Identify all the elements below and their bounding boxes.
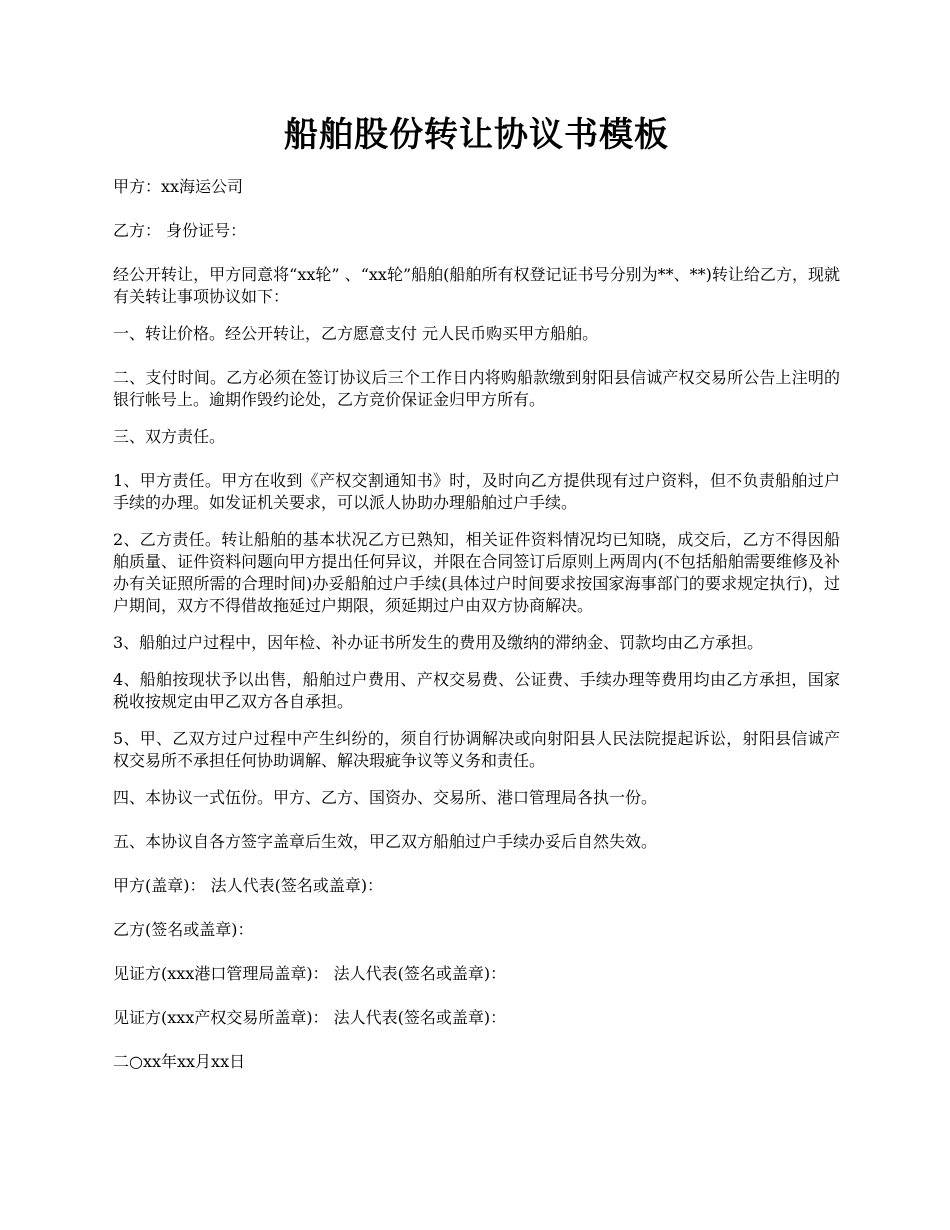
- document-title: 船舶股份转让协议书模板: [284, 115, 669, 155]
- party-b-line: 乙方： 身份证号：: [113, 221, 247, 240]
- clause-party-b-responsibility: 2、乙方责任。转让船舶的基本状况乙方已熟知，相关证件资料情况均已知晓，成交后，乙方不得因船舶质量、证件资料问题向甲方提出任何异议，并限在合同签订后原则上两周内(不包括船舶需要维修及补办有关证照所需的合理时间)办妥船舶过户手续(具体过户时间要求按国家海事部门的要求规定执行)，过户期间，双方不得借故拖延过户期限，须延期过户由双方协商解决。: [113, 530, 840, 615]
- clause-as-is-sale: 4、船舶按现状予以出售，船舶过户费用、产权交易费、公证费、手续办理等费用均由乙方承担，国家税收按规定由甲乙双方各自承担。: [113, 670, 840, 711]
- signature-party-a: 甲方(盖章)： 法人代表(签名或盖章)：: [113, 876, 384, 895]
- clause-responsibilities-heading: 三、双方责任。: [113, 427, 226, 446]
- signature-party-b: 乙方(签名或盖章)：: [113, 920, 254, 939]
- document-body: [113, 176, 840, 1095]
- preamble-paragraph: 经公开转让，甲方同意将“xx轮” 、“xx轮”船舶(船舶所有权登记证书号分别为**、**)转让给乙方，现就有关转让事项协议如下：: [113, 265, 840, 306]
- clause-copies: 四、本协议一式伍份。甲方、乙方、国资办、交易所、港口管理局各执一份。: [113, 788, 658, 807]
- clause-payment-time: 二、支付时间。乙方必须在签订协议后三个工作日内将购船款缴到射阳县信诚产权交易所公告上注明的银行帐号上。逾期作毁约论处，乙方竞价保证金归甲方所有。: [113, 368, 840, 409]
- clause-price: 一、转让价格。经公开转让，乙方愿意支付 元人民币购买甲方船舶。: [113, 324, 599, 343]
- signature-witness-exchange: 见证方(xxx产权交易所盖章)： 法人代表(签名或盖章)：: [113, 1008, 507, 1027]
- party-a-line: 甲方：xx海运公司: [113, 177, 244, 196]
- clause-transfer-fees: 3、船舶过户过程中，因年检、补办证书所发生的费用及缴纳的滞纳金、罚款均由乙方承担。: [113, 633, 764, 652]
- signing-date: 二○xx年xx月xx日: [113, 1052, 246, 1071]
- clause-party-a-responsibility: 1、甲方责任。甲方在收到《产权交割通知书》时，及时向乙方提供现有过户资料，但不负责船舶过户手续的办理。如发证机关要求，可以派人协助办理船舶过户手续。: [113, 471, 840, 512]
- signature-witness-port-authority: 见证方(xxx港口管理局盖章)： 法人代表(签名或盖章)：: [113, 964, 507, 983]
- clause-effectiveness: 五、本协议自各方签字盖章后生效，甲乙双方船舶过户手续办妥后自然失效。: [113, 832, 658, 851]
- clause-disputes: 5、甲、乙双方过户过程中产生纠纷的，须自行协调解决或向射阳县人民法院提起诉讼，射阳县信诚产权交易所不承担任何协助调解、解决瑕疵争议等义务和责任。: [113, 729, 840, 770]
